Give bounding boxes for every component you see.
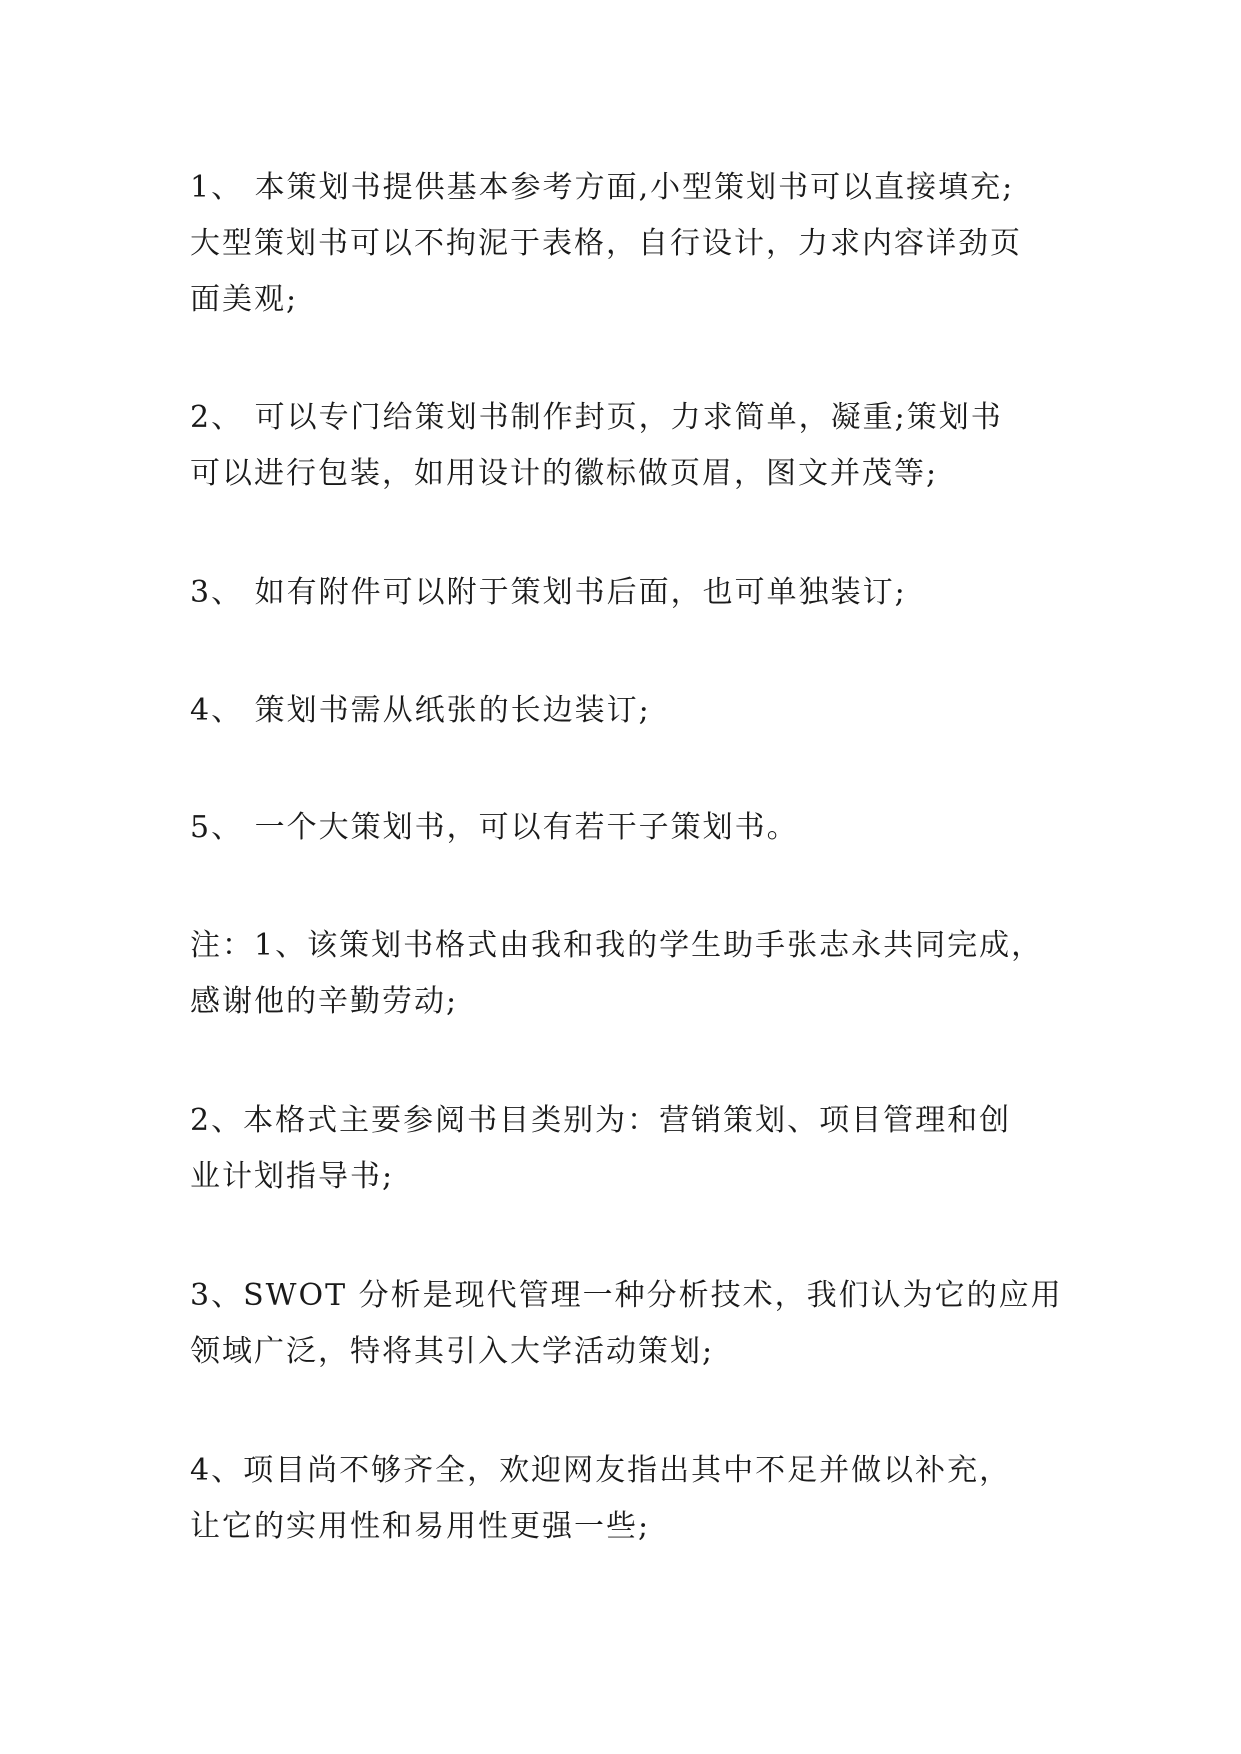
text-line: 业计划指导书; — [190, 1159, 395, 1194]
note-paragraph-3 — [190, 565, 1070, 621]
note-paragraph-5 — [190, 800, 1070, 856]
text-line: 4、项目尚不够齐全，欢迎网友指出其中不足并做以补充， — [190, 1453, 1012, 1488]
text-line: 3、SWOT 分析是现代管理一种分析技术，我们认为它的应用 — [190, 1278, 1063, 1313]
note-paragraph-1 — [190, 160, 1070, 328]
footnote-paragraph-3 — [190, 1268, 1070, 1380]
note-paragraph-4 — [190, 683, 1070, 739]
footnote-paragraph-4 — [190, 1443, 1070, 1555]
note-paragraph-2 — [190, 390, 1070, 502]
text-line: 让它的实用性和易用性更强一些; — [190, 1509, 651, 1544]
text-line: 2、本格式主要参阅书目类别为：营销策划、项目管理和创 — [190, 1103, 1012, 1138]
text-line: 2、 可以专门给策划书制作封页，力求简单，凝重;策划书 — [190, 400, 1003, 435]
footnote-paragraph-1 — [190, 918, 1070, 1030]
text-line: 大型策划书可以不拘泥于表格，自行设计，力求内容详劲页 — [190, 226, 1022, 261]
text-line: 3、 如有附件可以附于策划书后面，也可单独装订; — [190, 575, 907, 610]
text-line: 4、 策划书需从纸张的长边装订; — [190, 693, 651, 728]
footnote-paragraph-2 — [190, 1093, 1070, 1205]
text-line: 1、 本策划书提供基本参考方面,小型策划书可以直接填充; — [190, 170, 1015, 205]
text-line: 领域广泛，特将其引入大学活动策划; — [190, 1334, 715, 1369]
text-line: 5、 一个大策划书，可以有若干子策划书。 — [190, 810, 799, 845]
text-line: 面美观; — [190, 282, 299, 317]
text-line: 注：1、该策划书格式由我和我的学生助手张志永共同完成， — [190, 928, 1044, 963]
text-line: 可以进行包装，如用设计的徽标做页眉，图文并茂等; — [190, 456, 939, 491]
text-line: 感谢他的辛勤劳动; — [190, 984, 459, 1019]
